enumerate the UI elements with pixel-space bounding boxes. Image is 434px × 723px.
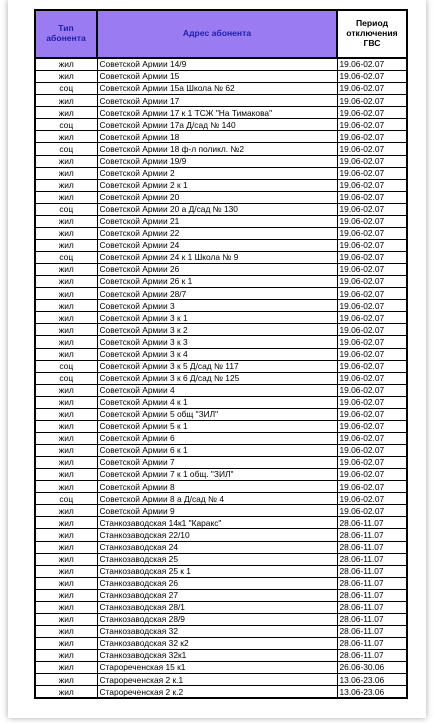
subscriber-type-cell: соц — [35, 143, 97, 155]
subscriber-address-cell: Станкозаводская 26 — [97, 577, 337, 589]
subscriber-address-cell: Советской Армии 6 к 1 — [97, 445, 337, 457]
subscriber-type-cell: жил — [35, 445, 97, 457]
outage-period-cell: 19.06-02.07 — [337, 493, 407, 505]
subscriber-address-cell: Станкозаводская 32 — [97, 625, 337, 637]
table-row — [35, 215, 407, 227]
subscriber-type-cell: соц — [35, 493, 97, 505]
table-row — [35, 167, 407, 179]
table-row — [35, 143, 407, 155]
table-row — [35, 469, 407, 481]
outage-period-cell: 19.06-02.07 — [337, 432, 407, 444]
table-row — [35, 565, 407, 577]
table-row — [35, 203, 407, 215]
outage-period-cell: 19.06-02.07 — [337, 312, 407, 324]
subscriber-address-cell: Советской Армии 7 — [97, 457, 337, 469]
table-row — [35, 276, 407, 288]
subscriber-address-cell: Советской Армии 14/9 — [97, 58, 337, 71]
table-row — [35, 83, 407, 95]
table-row — [35, 119, 407, 131]
subscriber-address-cell: Старореченская 2 к.2 — [97, 686, 337, 699]
table-row — [35, 348, 407, 360]
subscriber-type-cell: жил — [35, 625, 97, 637]
table-row — [35, 336, 407, 348]
subscriber-address-cell: Станкозаводская 32 к2 — [97, 638, 337, 650]
subscriber-address-cell: Советской Армии 3 к 4 — [97, 348, 337, 360]
outage-period-cell: 19.06-02.07 — [337, 239, 407, 251]
table-row — [35, 179, 407, 191]
table-row — [35, 638, 407, 650]
table-row — [35, 541, 407, 553]
outage-period-cell: 28.06-11.07 — [337, 613, 407, 625]
table-row — [35, 360, 407, 372]
outage-period-cell: 19.06-02.07 — [337, 336, 407, 348]
subscriber-type-cell: жил — [35, 650, 97, 662]
outage-period-cell: 19.06-02.07 — [337, 95, 407, 107]
subscriber-address-cell: Советской Армии 2 — [97, 167, 337, 179]
subscriber-address-cell: Советской Армии 2 к 1 — [97, 179, 337, 191]
subscriber-type-cell: жил — [35, 420, 97, 432]
table-row — [35, 288, 407, 300]
subscriber-type-cell: жил — [35, 239, 97, 251]
subscriber-address-cell: Советской Армии 24 к 1 Школа № 9 — [97, 252, 337, 264]
subscriber-address-cell: Советской Армии 24 — [97, 239, 337, 251]
table-row — [35, 227, 407, 239]
header-subscriber-address: Адрес абонента — [97, 10, 337, 58]
subscriber-address-cell: Советской Армии 3 — [97, 300, 337, 312]
outage-period-cell: 19.06-02.07 — [337, 203, 407, 215]
table-body — [35, 58, 407, 698]
subscriber-type-cell: жил — [35, 58, 97, 71]
subscriber-address-cell: Советской Армии 3 к 2 — [97, 324, 337, 336]
header-subscriber-type: Тип абонента — [35, 10, 97, 58]
outage-period-cell: 28.06-11.07 — [337, 625, 407, 637]
table-row — [35, 529, 407, 541]
table-row — [35, 372, 407, 384]
subscriber-address-cell: Советской Армии 19/9 — [97, 155, 337, 167]
subscriber-address-cell: Советской Армии 9 — [97, 505, 337, 517]
outage-period-cell: 19.06-02.07 — [337, 119, 407, 131]
outage-period-cell: 19.06-02.07 — [337, 300, 407, 312]
subscriber-type-cell: жил — [35, 408, 97, 420]
subscriber-address-cell: Советской Армии 17 к 1 ТСЖ "На Тимакова" — [97, 107, 337, 119]
outage-period-cell: 28.06-11.07 — [337, 601, 407, 613]
outage-period-cell: 19.06-02.07 — [337, 457, 407, 469]
table-row — [35, 107, 407, 119]
subscriber-type-cell: жил — [35, 348, 97, 360]
subscriber-address-cell: Советской Армии 17а Д/сад № 140 — [97, 119, 337, 131]
table-row — [35, 432, 407, 444]
outage-period-cell: 19.06-02.07 — [337, 384, 407, 396]
subscriber-address-cell: Старореченская 15 к1 — [97, 662, 337, 674]
subscriber-type-cell: жил — [35, 432, 97, 444]
table-row — [35, 71, 407, 83]
subscriber-type-cell: жил — [35, 601, 97, 613]
outage-period-cell: 19.06-02.07 — [337, 288, 407, 300]
table-row — [35, 589, 407, 601]
table-row — [35, 553, 407, 565]
subscriber-address-cell: Станкозаводская 25 к 1 — [97, 565, 337, 577]
outage-period-cell: 19.06-02.07 — [337, 360, 407, 372]
table-row — [35, 408, 407, 420]
table-row — [35, 481, 407, 493]
subscriber-address-cell: Станкозаводская 32к1 — [97, 650, 337, 662]
outage-period-cell: 13.06-23.06 — [337, 686, 407, 699]
subscriber-address-cell: Советской Армии 3 к 3 — [97, 336, 337, 348]
subscriber-type-cell: жил — [35, 324, 97, 336]
subscriber-type-cell: жил — [35, 565, 97, 577]
table-row — [35, 613, 407, 625]
table-row — [35, 662, 407, 674]
subscriber-type-cell: жил — [35, 384, 97, 396]
subscriber-type-cell: жил — [35, 589, 97, 601]
subscriber-type-cell: жил — [35, 613, 97, 625]
subscriber-address-cell: Станкозаводская 27 — [97, 589, 337, 601]
subscriber-type-cell: жил — [35, 469, 97, 481]
subscriber-address-cell: Советской Армии 28/7 — [97, 288, 337, 300]
subscriber-type-cell: жил — [35, 71, 97, 83]
subscriber-type-cell: соц — [35, 83, 97, 95]
subscriber-type-cell: жил — [35, 167, 97, 179]
subscriber-address-cell: Станкозаводская 24 — [97, 541, 337, 553]
outage-period-cell: 19.06-02.07 — [337, 396, 407, 408]
subscriber-type-cell: жил — [35, 674, 97, 686]
outage-period-cell: 28.06-11.07 — [337, 541, 407, 553]
table-row — [35, 505, 407, 517]
outage-period-cell: 28.06-11.07 — [337, 517, 407, 529]
subscriber-address-cell: Станкозаводская 25 — [97, 553, 337, 565]
outage-period-cell: 19.06-02.07 — [337, 469, 407, 481]
table-row — [35, 457, 407, 469]
table-row — [35, 420, 407, 432]
outage-period-cell: 19.06-02.07 — [337, 107, 407, 119]
table-row — [35, 252, 407, 264]
outage-period-cell: 19.06-02.07 — [337, 252, 407, 264]
subscriber-type-cell: жил — [35, 541, 97, 553]
subscriber-type-cell: жил — [35, 457, 97, 469]
subscriber-type-cell: жил — [35, 686, 97, 699]
table-row — [35, 650, 407, 662]
subscriber-type-cell: жил — [35, 396, 97, 408]
subscriber-address-cell: Советской Армии 3 к 6 Д/сад № 125 — [97, 372, 337, 384]
table-row — [35, 517, 407, 529]
subscriber-address-cell: Советской Армии 18 — [97, 131, 337, 143]
outage-period-cell: 19.06-02.07 — [337, 505, 407, 517]
subscriber-type-cell: жил — [35, 517, 97, 529]
header-outage-period: Период отключения ГВС — [337, 10, 407, 58]
subscriber-type-cell: жил — [35, 191, 97, 203]
subscriber-type-cell: жил — [35, 276, 97, 288]
outage-period-cell: 19.06-02.07 — [337, 372, 407, 384]
outage-period-cell: 19.06-02.07 — [337, 420, 407, 432]
table-row — [35, 445, 407, 457]
table-row — [35, 674, 407, 686]
subscriber-type-cell: жил — [35, 300, 97, 312]
outage-period-cell: 19.06-02.07 — [337, 227, 407, 239]
subscriber-type-cell: соц — [35, 360, 97, 372]
table-header-row — [35, 10, 407, 58]
subscriber-type-cell: жил — [35, 638, 97, 650]
outage-period-cell: 19.06-02.07 — [337, 131, 407, 143]
outage-period-cell: 19.06-02.07 — [337, 264, 407, 276]
outage-period-cell: 19.06-02.07 — [337, 167, 407, 179]
table-row — [35, 324, 407, 336]
subscriber-address-cell: Советской Армии 5 к 1 — [97, 420, 337, 432]
subscriber-address-cell: Советской Армии 7 к 1 общ. "ЗИЛ" — [97, 469, 337, 481]
table-row — [35, 191, 407, 203]
table-row — [35, 686, 407, 699]
subscriber-address-cell: Советской Армии 4 к 1 — [97, 396, 337, 408]
subscriber-type-cell: жил — [35, 131, 97, 143]
subscriber-address-cell: Советской Армии 6 — [97, 432, 337, 444]
outage-period-cell: 19.06-02.07 — [337, 348, 407, 360]
table-row — [35, 493, 407, 505]
subscriber-address-cell: Советской Армии 4 — [97, 384, 337, 396]
subscriber-address-cell: Станкозаводская 28/1 — [97, 601, 337, 613]
outage-period-cell: 19.06-02.07 — [337, 71, 407, 83]
subscriber-address-cell: Советской Армии 17 — [97, 95, 337, 107]
subscriber-address-cell: Старореченская 2 к.1 — [97, 674, 337, 686]
hot-water-outage-table — [34, 9, 408, 699]
subscriber-address-cell: Советской Армии 8 — [97, 481, 337, 493]
subscriber-type-cell: соц — [35, 119, 97, 131]
outage-period-cell: 26.06-30.06 — [337, 662, 407, 674]
outage-period-cell: 19.06-02.07 — [337, 481, 407, 493]
outage-period-cell: 19.06-02.07 — [337, 83, 407, 95]
subscriber-type-cell: жил — [35, 312, 97, 324]
subscriber-type-cell: жил — [35, 529, 97, 541]
subscriber-address-cell: Советской Армии 3 к 5 Д/сад № 117 — [97, 360, 337, 372]
subscriber-address-cell: Станкозаводская 14к1 "Каракс" — [97, 517, 337, 529]
outage-period-cell: 19.06-02.07 — [337, 324, 407, 336]
subscriber-address-cell: Советской Армии 15а Школа № 62 — [97, 83, 337, 95]
table-row — [35, 300, 407, 312]
subscriber-type-cell: жил — [35, 481, 97, 493]
subscriber-type-cell: соц — [35, 252, 97, 264]
outage-period-cell: 28.06-11.07 — [337, 650, 407, 662]
table-row — [35, 601, 407, 613]
table-row — [35, 264, 407, 276]
subscriber-type-cell: жил — [35, 577, 97, 589]
outage-period-cell: 19.06-02.07 — [337, 408, 407, 420]
table-row — [35, 312, 407, 324]
table-row — [35, 95, 407, 107]
subscriber-address-cell: Советской Армии 18 ф-л поликл. №2 — [97, 143, 337, 155]
subscriber-type-cell: жил — [35, 264, 97, 276]
subscriber-type-cell: жил — [35, 179, 97, 191]
subscriber-address-cell: Советской Армии 20 — [97, 191, 337, 203]
table-row — [35, 239, 407, 251]
outage-period-cell: 19.06-02.07 — [337, 58, 407, 71]
outage-period-cell: 19.06-02.07 — [337, 143, 407, 155]
subscriber-type-cell: жил — [35, 336, 97, 348]
subscriber-address-cell: Советской Армии 8 а Д/сад № 4 — [97, 493, 337, 505]
subscriber-address-cell: Станкозаводская 28/9 — [97, 613, 337, 625]
outage-period-cell: 28.06-11.07 — [337, 589, 407, 601]
subscriber-type-cell: жил — [35, 505, 97, 517]
outage-period-cell: 28.06-11.07 — [337, 565, 407, 577]
table-row — [35, 625, 407, 637]
subscriber-address-cell: Советской Армии 20 а Д/сад № 130 — [97, 203, 337, 215]
subscriber-type-cell: жил — [35, 95, 97, 107]
subscriber-address-cell: Советской Армии 21 — [97, 215, 337, 227]
subscriber-type-cell: жил — [35, 227, 97, 239]
subscriber-type-cell: жил — [35, 155, 97, 167]
subscriber-address-cell: Советской Армии 26 к 1 — [97, 276, 337, 288]
subscriber-type-cell: жил — [35, 215, 97, 227]
subscriber-address-cell: Советской Армии 26 — [97, 264, 337, 276]
table-row — [35, 577, 407, 589]
subscriber-type-cell: жил — [35, 107, 97, 119]
outage-period-cell: 28.06-11.07 — [337, 577, 407, 589]
outage-period-cell: 19.06-02.07 — [337, 191, 407, 203]
subscriber-address-cell: Советской Армии 22 — [97, 227, 337, 239]
outage-period-cell: 19.06-02.07 — [337, 276, 407, 288]
subscriber-type-cell: соц — [35, 203, 97, 215]
subscriber-type-cell: жил — [35, 553, 97, 565]
table-row — [35, 155, 407, 167]
outage-period-cell: 28.06-11.07 — [337, 638, 407, 650]
subscriber-type-cell: соц — [35, 372, 97, 384]
subscriber-address-cell: Советской Армии 3 к 1 — [97, 312, 337, 324]
outage-period-cell: 19.06-02.07 — [337, 179, 407, 191]
table-row — [35, 58, 407, 71]
outage-period-cell: 19.06-02.07 — [337, 445, 407, 457]
subscriber-type-cell: жил — [35, 662, 97, 674]
subscriber-address-cell: Советской Армии 5 общ "ЗИЛ" — [97, 408, 337, 420]
subscriber-type-cell: жил — [35, 288, 97, 300]
table-row — [35, 384, 407, 396]
outage-period-cell: 19.06-02.07 — [337, 155, 407, 167]
subscriber-address-cell: Советской Армии 15 — [97, 71, 337, 83]
subscriber-address-cell: Станкозаводская 22/10 — [97, 529, 337, 541]
table-row — [35, 131, 407, 143]
outage-period-cell: 28.06-11.07 — [337, 529, 407, 541]
outage-period-cell: 19.06-02.07 — [337, 215, 407, 227]
outage-period-cell: 28.06-11.07 — [337, 553, 407, 565]
outage-period-cell: 13.06-23.06 — [337, 674, 407, 686]
table-row — [35, 396, 407, 408]
